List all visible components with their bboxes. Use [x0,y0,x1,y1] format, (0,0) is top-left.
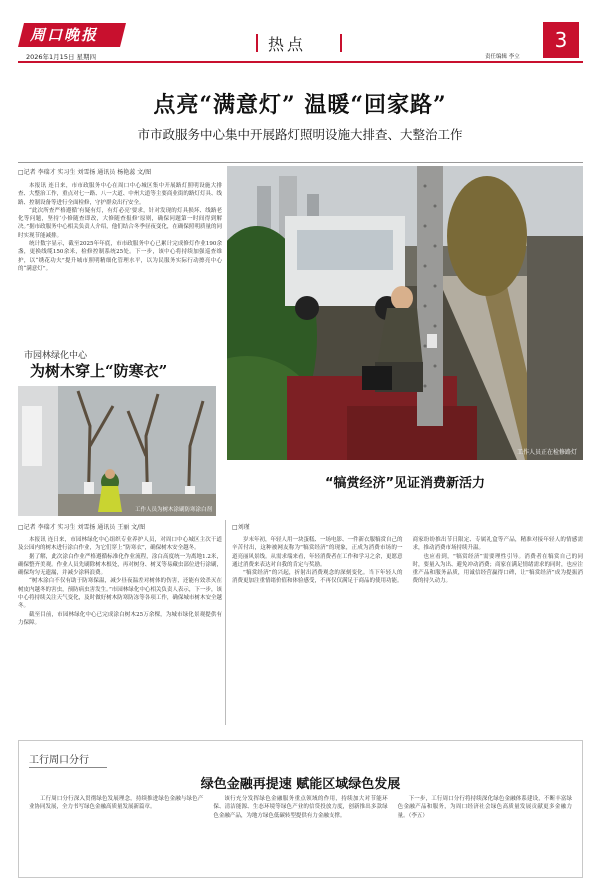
section-title: 热点 [268,35,307,54]
article1-body [18,182,222,312]
article2-photo [18,386,216,516]
article3-paragraph: “犒赏经济”的兴起，折射出消费观念的深刻变化。当下年轻人的消费更加注重情绪价值和体验感受，不再仅仅满足于商品的使用功能。商家纷纷推出节日限定、专属礼盒等产品，精准对接年轻人的情感需求，推动消费市场持续升温。 [232,537,583,585]
street-light-photo-illustration [227,166,583,460]
article3-paragraph: 也应看到，“犒赏经济”需要理性引导。消费者在犒赏自己的同时，要量入为出、避免冲动消费；商家在满足情绪需求的同时，也应注重产品和服务品质，用诚信经营赢得口碑，让“犒赏经济”成为提振消费的持久动力。 [412,553,583,585]
article2-byline: □记者 李瑞才 实习生 刘雪扬 通讯员 王丽 文/图 [18,524,146,531]
section-divider-left [256,34,258,52]
article2-paragraph: 据了解，此次涂白作业严格遵循标准化作业流程，涂白高度统一为离地1.2米，确保整齐美观。作业人员先刷除树木根处，再对树身、树叉等易藏虫部位进行涂刷，确保均匀无遗漏，并减少涂料浪费。 [18,553,222,577]
article2-body [18,536,222,712]
issue-date: 2026年1月15日 星期四 [26,53,97,61]
article1-paragraph: 统计数字显示，截至2025年年底，市市政服务中心已累计完成修灯作业190余盏，更换线缆150余米，检修控制系统25处。下一步，该中心将持续加强巡查维护，以“绣花功夫”提升城市照明精细化管理水平，以为民服务实际行动擦亮中心的“满意灯”。 [18,241,222,272]
article3-paragraph: 岁末年初，年轻人用一块蛋糕、一场电影、一件新衣服犒赏自己的辛苦付出，这种被网友称为“犒赏经济”的现象，正成为消费市场的一道亮丽风景线。从需求端来看，年轻消费者在工作和学习之余，更愿意通过消费来表达对自我的肯定与奖励。 [232,537,403,568]
article1-rule [18,162,583,163]
article1-subheadline: 市市政服务中心集中开展路灯照明设施大排查、大整治工作 [137,127,463,142]
article4-body [29,795,572,873]
article1-headline: 点亮“满意灯” 温暖“回家路” [153,92,447,118]
page-number: 3 [554,28,568,52]
masthead-rule [18,61,583,63]
article2-paragraph: “树木涂白不仅有助于防寒保温，减少昼夜温差对树体的伤害，还能有效杀灭在树皮内越冬的害虫，预防病虫害发生。”市园林绿化中心相关负责人表示，下一步，该中心将持续关注天气变化，及时做好树木防寒防冻等各项工作，确保城市树木安全越冬。 [18,578,222,610]
article2-paragraph: 本报讯 连日来，市园林绿化中心组织专业养护人员，对周口中心城区主次干道及公园内的树木进行涂白作业，为它们穿上“防寒衣”，确保树木安全越冬。 [18,537,222,552]
article4-kicker-underline [29,767,107,768]
article3-divider [225,520,226,725]
article1-paragraph: “此次所查严格遵循‘有疑有灯，有灯必亮’要求，针对发现的灯具损坏、线路老化等问题，坚持‘小修随查即改，大修随查报修’原则，确保问题第一时间得到解决。”据市政服务中心相关负责人介绍，他们结合冬季昼夜变化，在确保照明质量的同时实现节能减排。 [18,207,222,239]
article1-photo [227,166,583,460]
article2-kicker: 市园林绿化中心 [24,351,88,361]
article2-headline: 为树木穿上“防寒衣” [30,362,168,380]
article4-paragraph: 工行周口分行深入贯彻绿色发展理念，持续推进绿色金融与绿色产业协同发展，全力书写绿色金融高质量发展新篇章。 [29,796,204,811]
article4-headline: 绿色金融再提速 赋能区域绿色发展 [200,777,401,792]
article1-paragraph: 本报讯 连日来，市市政服务中心在周口中心城区集中开展路灯照明设施大排查、大整治工作，重点对七一路、八一大道、中州大道等主要商业街的路灯灯具、线路、控制设备等进行全面检修，守护群众出行安全。 [18,183,222,206]
article4-paragraph: 下一步，工行周口分行将持续深化绿色金融体系建设，不断丰富绿色金融产品和服务，为周口经济社会绿色高质量发展贡献更多金融力量。（李五） [397,796,572,819]
page-editor: 责任编辑 李立 [485,54,520,60]
article2-photo-caption: 工作人员为树木涂刷防寒涂白剂 [134,507,212,513]
article4-kicker: 工行周口分行 [29,755,89,766]
article2-paragraph: 截至目前，市园林绿化中心已完成涂白树木25万余棵，为城市绿化景观提供有力保障。 [18,611,222,626]
article4-paragraph: 该行充分发挥绿色金融服务重点领域的作用，持续加大对节能环保、清洁能源、生态环境等绿色产业的信贷投放力度，创新推出多款绿色金融产品，为地方绿色低碳转型提供有力金融支撑。 [213,796,388,819]
article3-body [232,536,583,712]
section-divider-right [340,34,342,52]
tree-painting-photo-illustration [18,386,216,516]
article4-box [18,740,583,878]
article1-photo-caption: 工作人员正在检修路灯 [516,449,577,456]
masthead-logo: 周口晚报 [30,26,99,44]
article3-byline: □刘瑾 [232,524,250,531]
article1-byline: □记者 李瑞才 实习生 刘雪扬 通讯员 杨艳蕊 文/图 [18,169,152,176]
masthead [0,0,600,62]
article3-headline: “犒赏经济”见证消费新活力 [324,476,486,491]
